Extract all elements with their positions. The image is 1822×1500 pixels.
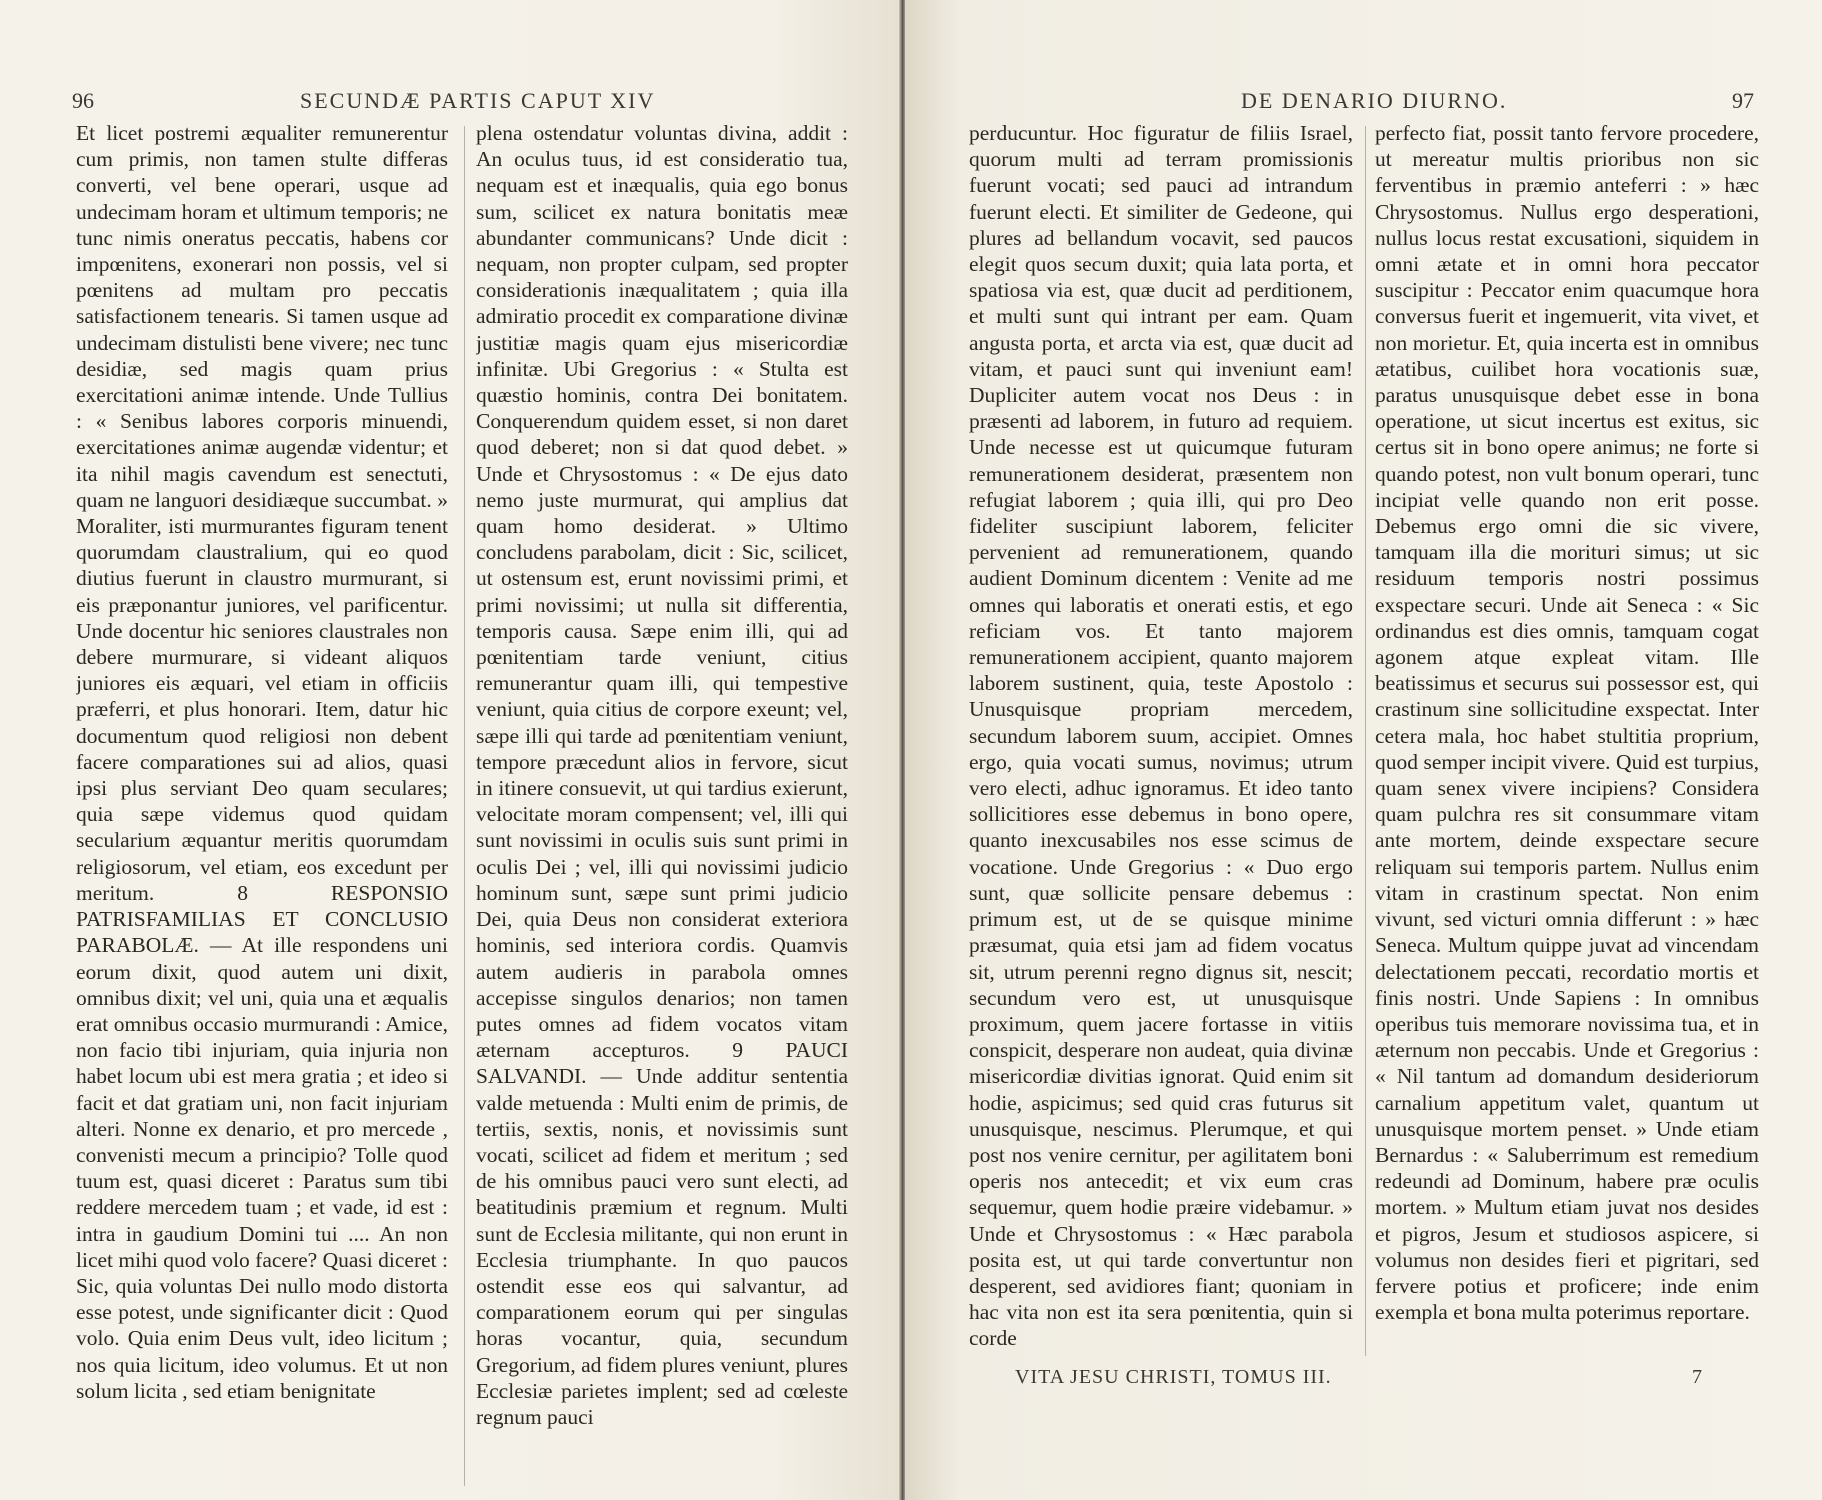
left-running-head: SECUNDÆ PARTIS CAPUT XIV	[300, 88, 656, 113]
right-page	[905, 0, 1822, 1500]
left-column-1: Et licet postremi æqualiter remunerentur cum primis, non tamen stulte differas converti, vel bene operari, usque ad undecimam horam et ultimum temporis; ne tunc nimis oneratus peccatis, habens cor impœnitens, exonerari non possis, vel si pœnitens ad multam pro peccatis satisfactionem tenearis. Si tamen usque ad undecimam distulisti bene vivere; nec tunc desidiæ, sed magis quam prius exercitationi animæ intende. Unde Tullius : « Senibus labores corporis minuendi, exercitationes animæ augendæ videntur; et ita nihil magis cavendum est senectuti, quam ne languori desidiæque succumbat. » Moraliter, isti murmurantes figuram tenent quorumdam claustralium, qui eo quod diutius fuerunt in claustro murmurant, si eis præponantur juniores, vel parificentur. Unde docentur hic seniores claustrales non debere murmurare, si videant aliquos juniores eis æquari, vel etiam in officiis præferri, et plus honorari. Item, datur hic documentum quod religiosi non debent facere comparationes sui ad alios, quasi ipsi plus serviant Deo quam seculares; quia sæpe videmus quod quidam secularium æquantur meritis quorumdam religiosorum, vel etiam, eos excedunt per meritum. 8 RESPONSIO PATRISFAMILIAS ET CONCLUSIO PARABOLÆ. — At ille respondens uni eorum dixit, quod autem uni dixit, omnibus dixit; vel uni, quia una et æqualis erat omnibus occasio murmurandi : Amice, non facio tibi injuriam, quia injuria non habet locum ubi est mera gratia ; et ideo si facit et dat gratiam uni, non facit injuriam alteri. Nonne ex denario, et pro mercede , convenisti mecum a principio? Tolle quod tuum est, quasi diceret : Paratus sum tibi reddere mercedem tuam ; et vade, id est : intra in gaudium Domini tui .... An non licet mihi quod volo facere? Quasi diceret : Sic, quia voluntas Dei nullo modo distorta esse potest, unde significanter dicit : Quod volo. Quia enim Deus vult, ideo licitum ; nos quia licitum, ideo volumus. Et ut non solum licita , sed etiam benignitate	[76, 121, 448, 1403]
right-column-2: perfecto fiat, possit tanto fervore procedere, ut mereatur multis prioribus non sic ferventibus in præmio anteferri : » hæc Chrysostomus. Nullus ergo desperationi, nullus locus restat excusationi, siquidem in omni ætate et in omni hora peccator suscipitur : Peccator enim quacumque hora conversus fuerit et ingemuerit, vita vivet, et non morietur. Et, quia incerta est in omnibus ætatibus, cuilibet hora vocationis suæ, paratus unusquisque debet esse in bona operatione, ut sicut incertus est exitus, sic certus sit in bono opere animus; ne forte si quando potest, non vult bonum operari, tunc incipiat velle quando non erit posse. Debemus ergo omni die sic vivere, tamquam illa die morituri simus; ut sic residuum temporis nostri possimus exspectare securi. Unde ait Seneca : « Sic ordinandus est dies omnis, tamquam cogat agonem atque expleat vitam. Ille beatissimus et securus sui possessor est, qui crastinum sine sollicitudine exspectat. Inter cetera mala, hoc habet stultitia proprium, quod semper incipit vivere. Quid est turpius, quam senex vivere incipiens? Considera quam pulchra res sit consummare vitam ante mortem, deinde exspectare secure reliquam sui temporis partem. Nullus enim vitam in crastinum spectat. Non enim vivunt, sed victuri omnia differunt : » hæc Seneca. Multum quippe juvat ad vincendam delectationem peccati, recordatio mortis et finis nostri. Unde Sapiens : In omnibus operibus tuis memorare novissima tua, et in æternum non peccabis. Unde et Gregorius : « Nil tantum ad domandum desideriorum carnalium appetitum valet, quantum ut unusquisque mortem penset. » Unde etiam Bernardus : « Saluberrimum est remedium redeundi ad Dominum, habere præ oculis mortem. » Multum etiam juvat nos desides et pigros, Jesum et studiosos aspicere, si volumus non desides fieri et pigritari, sed fervere potius et proficere; inde enim exempla et bona multa poterimus reportare.	[1375, 121, 1759, 1325]
signature-mark: 7	[1692, 1366, 1703, 1388]
right-folio: 97	[1732, 88, 1754, 113]
right-column-1: perducuntur. Hoc figuratur de filiis Israel, quorum multi ad terram promissionis fuerunt vocati; sed pauci ad intrandum fuerunt electi. Et similiter de Gedeone, qui plures ad bellandum vocavit, sed paucos elegit quos secum duxit; quia lata porta, et spatiosa via est, quæ ducit ad perditionem, et multi sunt qui intrant per eam. Quam angusta porta, et arcta via est, quæ ducit ad vitam, et pauci sunt qui inveniunt eam! Dupliciter autem vocat nos Deus : in præsenti ad laborem, in futuro ad requiem. Unde necesse est ut quicumque futuram remunerationem desiderat, præsentem non refugiat laborem ; quia illi, qui pro Deo fideliter suscipiunt laborem, feliciter pervenient ad remunerationem, quando audient Dominum dicentem : Venite ad me omnes qui laboratis et onerati estis, et ego reficiam vos. Et tanto majorem remunerationem accipient, quanto majorem laborem sustinent, quia, teste Apostolo : Unusquisque propriam mercedem, secundum laborem suum, accipiet. Omnes ergo, quia vocati sumus, novimus; utrum vero electi, adhuc ignoramus. Et ideo tanto sollicitiores esse debemus in bono opere, quanto inexcusabiles nos esse scimus de vocatione. Unde Gregorius : « Duo ergo sunt, quæ sollicite pensare debemus : primum est, ut de se quisque minime præsumat, quia etsi jam ad fidem vocatus sit, utrum perenni regno dignus sit, nescit; secundum vero est, ut unusquisque proximum, quem jacere fortasse in vitiis conspicit, desperare non audeat, quia divinæ misericordiæ divitias ignorat. Quid enim sit hodie, aspicimus; sed quid cras futurus sit unusquisque, nescimus. Plerumque, et qui post nos venire cernitur, per agilitatem boni operis nos antecedit; et vix eum cras sequemur, quem hodie præire videbamur. » Unde et Chrysostomus : « Hæc parabola posita est, ut qui tarde convertuntur non desperent, sed avidiores fiant; quoniam in hac vita non est ita sera pœnitentia, quin si corde	[969, 121, 1353, 1351]
right-column-rule	[1365, 126, 1366, 1356]
right-running-head: DE DENARIO DIURNO.	[1241, 88, 1508, 113]
left-column-2: plena ostendatur voluntas divina, addit : An oculus tuus, id est consideratio tua, nequam est et inæqualis, quia ego bonus sum, scilicet ex natura bonitatis meæ abundanter communicans? Unde dicit : nequam, non propter culpam, sed propter considerationis inæqualitatem ; quia illa admiratio procedit ex comparatione divinæ justitiæ magis quam ejus misericordiæ infinitæ. Ubi Gregorius : « Stulta est quæstio hominis, contra Dei bonitatem. Conquerendum quidem esset, si non daret quod deberet; non si dat quod debet. » Unde et Chrysostomus : « De ejus dato nemo juste murmurat, qui amplius dat quam homo desiderat. » Ultimo concludens parabolam, dicit : Sic, scilicet, ut ostensum est, erunt novissimi primi, et primi novissimi; ut nulla sit differentia, temporis causa. Sæpe enim illi, qui ad pœnitentiam tarde veniunt, citius remunerantur quam illi, qui tempestive veniunt, quia citius de corpore exeunt; vel, sæpe illi qui tarde ad pœnitentiam veniunt, tempore præcedunt alios in fervore, sicut in itinere consuevit, ut qui tardius exierunt, velocitate moram compensent; vel, illi qui sunt novissimi in oculis suis sunt primi in oculis Dei ; vel, illi qui novissimi judicio hominum sunt, sæpe sunt primi judicio Dei, quia Deus non considerat exteriora hominis, sed interiora cordis. Quamvis autem audieris in parabola omnes accepisse singulos denarios; non tamen putes omnes ad fidem vocatos vitam æternam accepturos. 9 PAUCI SALVANDI. — Unde additur sententia valde metuenda : Multi enim de primis, de tertiis, sextis, nonis, et novissimis sunt vocati, scilicet ad fidem et meritum ; sed de his omnibus pauci vero sunt electi, ad beatitudinis præmium et regnum. Multi sunt de Ecclesia militante, qui non erunt in Ecclesia triumphante. In quo paucos ostendit esse eos qui salvantur, ad comparationem eorum qui per singulas horas vocantur, quia, secundum Gregorium, ad fidem plures veniunt, plures Ecclesiæ parietes implent; sed ad cœleste regnum pauci	[476, 121, 848, 1429]
left-folio: 96	[72, 88, 94, 113]
left-column-rule	[464, 126, 465, 1486]
left-page	[0, 0, 905, 1500]
footer-title: VITA JESU CHRISTI, TOMUS III.	[1015, 1366, 1332, 1388]
